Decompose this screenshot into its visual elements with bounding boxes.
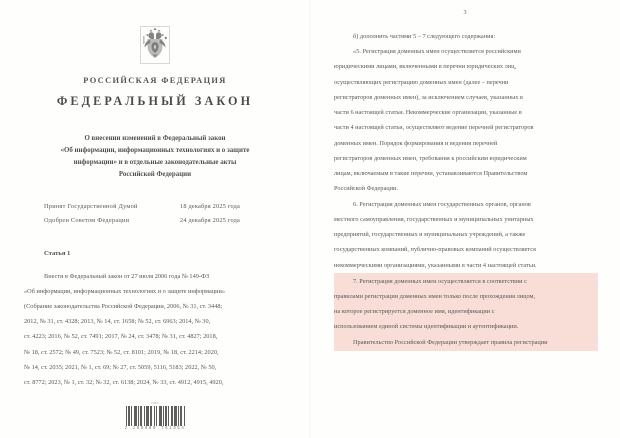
body-line: Внести в Федеральный закон от 27 июля 2006 года № 149-ФЗ [44,272,210,280]
title-line: «Об информации, информационных технологиях и о защите [60,146,250,154]
body-line: местного самоуправления, государственных и муниципальных унитарных [334,215,534,223]
adoption-date: 24 декабря 2025 года [180,216,241,224]
barcode-number: 2 100000 751954 [124,427,186,431]
emblem-container [0,26,310,64]
body-line: 6. Регистрация доменных имен государственных органов, органов [353,200,531,208]
article-heading: Статья 1 [44,249,71,257]
adoption-row [44,203,272,210]
adoption-block [0,203,310,224]
body-line: правилами регистрации доменных имен только после прохождения лицом, [334,292,536,300]
body-line: доменных имен. Порядок формирования и ведения перечней [334,139,498,147]
body-line: ст. 4223; 2016, № 52, ст. 7491; 2017, № 24, ст. 3478; № 31, ст. 4827; 2018, [24,333,218,341]
body-line: лицам, включаемым в такие перечни, устанавливаются Правительством [334,170,528,178]
body-line: 7. Регистрация доменных имен осуществляется в соответствии с [353,277,527,285]
law-type-heading: ФЕДЕРАЛЬНЫЙ ЗАКОН [56,94,254,108]
adoption-label: Принят Государственной Думой [44,202,138,210]
body-line: ст. 8772; 2023, № 1, ст. 32; № 32, ст. 6138; 2024, № 33, ст. 4912, 4915, 4920, [24,379,224,387]
body-line: государственных компаний, публично-правовых компаний осуществляется [334,246,536,254]
body-line: «Об информации, информационных технологиях и о защите информации» [24,287,226,295]
body-line: предприятий, государственных и муниципальных учреждений, а также [334,231,526,239]
body-line: регистраторов доменных имен, требования к российским юридическим [334,154,527,162]
body-line: использованием единой системы идентификации и аутентификации. [334,323,519,331]
highlighted-paragraph-7 [334,273,598,351]
russian-coat-of-arms-icon [140,26,170,64]
body-line: некоммерческими организациями, указанными в части 4 настоящей статьи. [334,261,537,269]
barcode [0,402,310,431]
document-title [34,133,276,181]
body-line: № 18, ст. 2572; № 49, ст. 7523; № 52, ст. 8101; 2019, № 18, ст. 2214; 2020, [24,348,219,356]
page-number: 3 [463,9,467,16]
barcode-top-label: ISBN [151,402,159,405]
title-line: информации» и в отдельные законодательные акты [73,158,237,166]
right-column-body [334,29,598,351]
body-line: Правительство Российской Федерации утверждает правила регистрации [353,338,548,346]
body-line: 2012, № 31, ст. 4328; 2013, № 14, ст. 1658; № 52, ст. 6963; 2014, № 30, [24,318,211,326]
page-right [310,0,620,438]
country-line: РОССИЙСКАЯ ФЕДЕРАЦИЯ [83,76,227,85]
title-line: Российской Федерации [118,170,192,178]
left-column-body [24,269,286,391]
body-line: на которое регистрируется доменное имя, идентификации с [334,308,495,316]
body-line: части 4 настоящей статьи, осуществляют ведение перечней регистраторов [334,124,534,132]
adoption-row [44,217,272,224]
body-line: части 6 настоящей статьи. Некоммерческие организации, указанные в [334,109,522,117]
body-line: регистраторов доменных имен), за исключением случаев, указанных в [334,93,523,101]
body-line: юридическими лицами, включенными в перечни юридических лиц, [334,63,517,71]
body-line: «5. Регистрация доменных имен осуществляется российскими [353,48,521,56]
body-line: осуществляющих регистрацию доменных имен (далее – перечни [334,78,509,86]
body-line: б) дополнить частями 5 – 7 следующего содержания: [353,33,496,40]
barcode-bars [126,406,185,426]
title-line: О внесении изменений в Федеральный закон [84,135,226,142]
body-line: № 14, ст. 2035; 2021, № 1, ст. 69; № 27, ст. 5059, 5116, 5183; 2022, № 50, [24,363,217,371]
body-line: Российской Федерации. [334,185,398,193]
adoption-date: 18 декабря 2025 года [180,202,241,210]
body-line: (Собрание законодательства Российской Федерации, 2006, № 31, ст. 3448; [24,302,223,310]
adoption-label: Одобрен Советом Федерации [44,216,130,224]
